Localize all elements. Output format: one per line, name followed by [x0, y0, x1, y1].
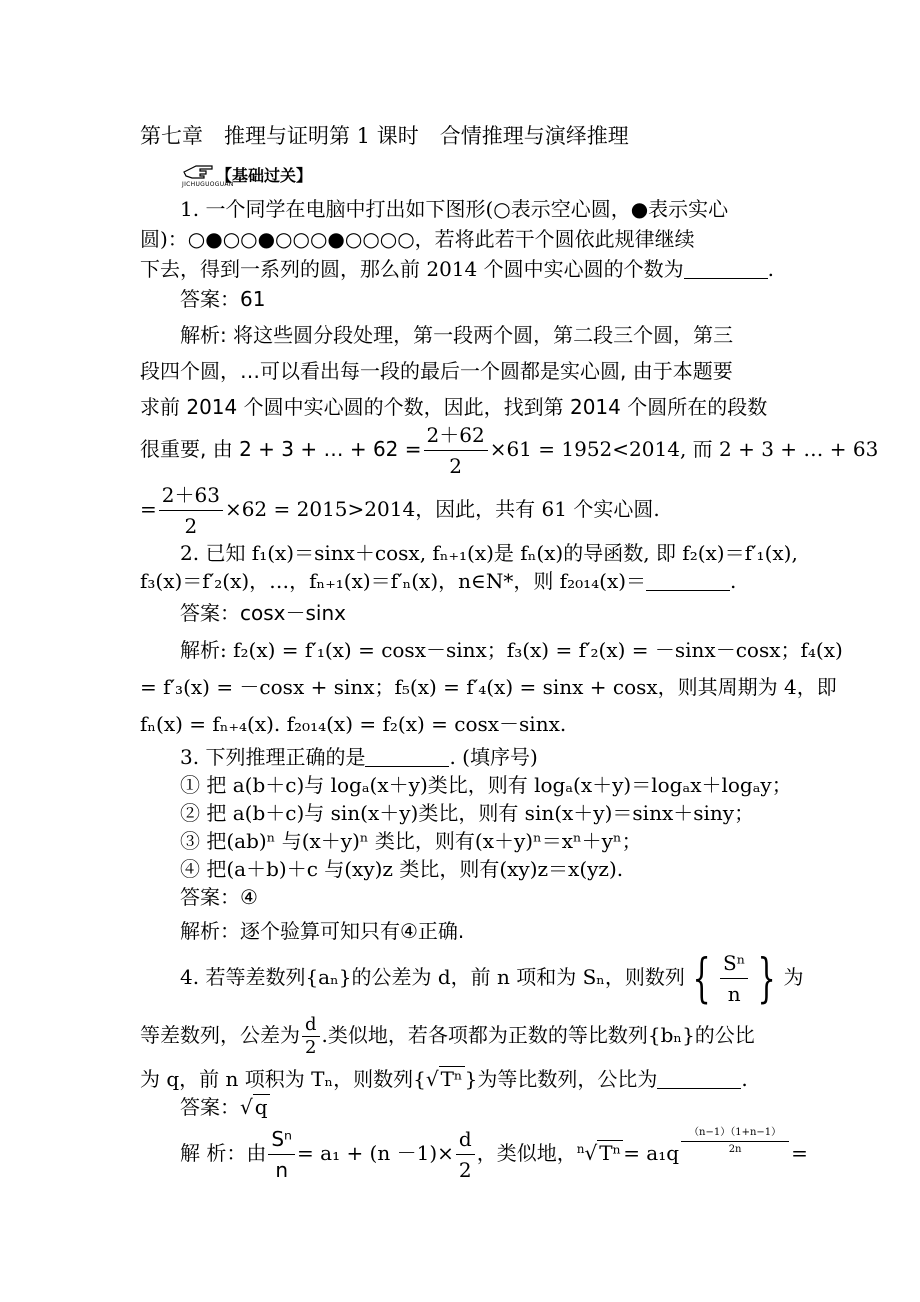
fraction-denominator: 2 — [458, 1158, 472, 1182]
q3-option-4: ④ 把(a＋b)＋c 与(xy)z 类比，则有(xy)z＝x(yz). — [180, 857, 624, 881]
fraction-numerator: 2＋63 — [159, 480, 223, 511]
q1-solution-line5 — [140, 478, 660, 541]
q3-option-2: ② 把 a(b＋c)与 sin(x＋y)类比，则有 sin(x＋y)＝sinx＋siny； — [180, 801, 755, 825]
q4-solution — [180, 1122, 808, 1185]
q2-line2-text: f₃(x)＝f′₂(x)，…，fₙ₊₁(x)＝f′ₙ(x)，n∈N*，则 f₂₀₁₄(x)＝ — [140, 569, 647, 593]
q2-line2-end: . — [730, 569, 737, 593]
fraction-denominator: n — [727, 982, 741, 1006]
q1-solution-line2: 段四个圆，…可以看出每一段的最后一个圆都是实心圆, 由于本题要 — [140, 359, 733, 383]
fraction-denominator: 2 — [305, 1037, 317, 1058]
q4-sol-eq: = a₁q — [623, 1141, 680, 1165]
fraction-denominator: 2 — [449, 454, 462, 478]
q3-solution: 解析：逐个验算可知只有④正确. — [180, 919, 465, 943]
q4-sol-end: = — [791, 1141, 808, 1165]
q1-solution-line4 — [140, 418, 878, 481]
q1-line1: 1. 一个同学在电脑中打出如下图形(○表示空心圆，●表示实心 — [180, 197, 729, 221]
q2-solution-line3: fₙ(x) = fₙ₊₄(x). f₂₀₁₄(x) = f₂(x) = cosx－sinx. — [140, 712, 567, 736]
q4-line1-post: 为 — [783, 965, 804, 989]
fraction — [268, 1124, 295, 1185]
answer-blank — [646, 572, 730, 591]
q4-sol-post: ，类似地， — [476, 1141, 577, 1165]
q4-line1 — [180, 946, 803, 1009]
q1-line2: 圆)：○●○○●○○○●○○○○，若将此若干个圆依此规律继续 — [140, 227, 695, 251]
radicand: Tⁿ — [440, 1067, 463, 1091]
radical-icon: √ — [425, 1067, 439, 1091]
q4-line3-pre: 为 q，前 n 项积为 Tₙ，则数列{ — [140, 1067, 426, 1091]
q3-option-1: ① 把 a(b＋c)与 logₐ(x＋y)类比，则有 logₐ(x＋y)＝logₐx＋logₐy； — [180, 773, 792, 797]
fraction-numerator: Sⁿ — [720, 948, 748, 979]
q4-line3-end: . — [741, 1067, 748, 1091]
q1-sol4-post: ×61 = 1952<2014, 而 2 + 3 + … + 63 — [489, 437, 879, 461]
answer-blank — [684, 260, 768, 279]
q1-line3 — [140, 256, 774, 282]
q3-line1-post: . (填序号) — [449, 745, 538, 769]
fraction — [159, 480, 223, 541]
q1-solution-line3: 求前 2014 个圆中实心圆的个数，因此，找到第 2014 个圆所在的段数 — [140, 395, 768, 419]
q4-sol-pre: 解 析：由 — [180, 1141, 267, 1165]
fraction-numerator: Sⁿ — [268, 1124, 295, 1155]
fraction-numerator: d — [456, 1124, 475, 1155]
section-badge-label: 【基础过关】 — [216, 166, 313, 185]
fraction — [424, 420, 488, 481]
answer-blank — [365, 748, 449, 767]
page-title: 第七章 推理与证明第 1 课时 合情推理与演绎推理 — [140, 124, 629, 148]
q2-solution-line1: 解析: f₂(x) = f′₁(x) = cosx－sinx；f₃(x) = f′₂(x) = －sinx－cosx；f₄(x) — [180, 638, 843, 662]
exponent-fraction — [681, 1125, 789, 1158]
q1-line3-text: 下去，得到一系列的圆，那么前 2014 个圆中实心圆的个数为 — [140, 257, 684, 281]
q4-line3 — [140, 1066, 748, 1092]
q3-line1 — [180, 744, 538, 770]
q1-line3-end: . — [767, 257, 774, 281]
q1-sol5-post: ×62 = 2015>2014，因此，共有 61 个实心圆. — [224, 497, 660, 521]
q4-line3-mid: }为等比数列，公比为 — [464, 1067, 658, 1091]
q1-sol4-pre: 很重要, 由 2 + 3 + … + 62 = — [140, 437, 422, 461]
q4-answer-label: 答案： — [180, 1095, 240, 1119]
q2-answer: 答案：cosx－sinx — [180, 601, 346, 625]
fraction-denominator: 2n — [728, 1144, 742, 1155]
q3-answer: 答案：④ — [180, 885, 258, 909]
fraction-denominator: 2 — [184, 514, 198, 538]
q2-line2 — [140, 568, 736, 594]
q4-line1-pre: 4. 若等差数列{aₙ}的公差为 d，前 n 项和为 Sₙ，则数列 — [180, 965, 685, 989]
fraction — [302, 1014, 320, 1059]
fraction — [456, 1124, 475, 1185]
fraction — [720, 948, 748, 1009]
radicand: Tⁿ — [599, 1141, 622, 1165]
q4-sol-mid: = a₁ + (n －1)× — [297, 1141, 454, 1165]
fraction-denominator: n — [275, 1158, 289, 1182]
section-badge — [182, 160, 322, 188]
radicand: q — [254, 1095, 268, 1119]
right-brace: } — [757, 948, 777, 1009]
fraction-numerator: （n−1）（1+n−1） — [681, 1125, 789, 1142]
q4-line2-pre: 等差数列，公差为 — [140, 1023, 300, 1047]
q2-solution-line2: = f′₃(x) = －cosx + sinx；f₅(x) = f′₄(x) = sinx + cosx，则其周期为 4，即 — [140, 675, 837, 699]
answer-blank — [657, 1070, 741, 1089]
pointing-hand-icon — [182, 162, 216, 180]
q1-solution-line1: 解析: 将这些圆分段处理，第一段两个圆，第二段三个圆，第三 — [180, 323, 734, 347]
q1-answer: 答案：61 — [180, 287, 266, 311]
q4-answer — [180, 1094, 270, 1120]
fraction-numerator: d — [302, 1014, 320, 1037]
fraction-numerator: 2＋62 — [424, 420, 488, 451]
section-badge-pinyin: JICHUGUOGUAN — [182, 181, 234, 188]
left-brace: { — [692, 948, 711, 1009]
radical-icon: √ — [240, 1095, 253, 1119]
root-index: n — [576, 1142, 585, 1156]
radical-icon: √ — [584, 1141, 598, 1165]
q4-line2-post: .类似地，若各项都为正数的等比数列{bₙ}的公比 — [321, 1023, 755, 1047]
q4-line2 — [140, 1010, 755, 1060]
q1-sol5-pre: = — [140, 497, 157, 521]
q3-option-3: ③ 把(ab)ⁿ 与(x＋y)ⁿ 类比，则有(x＋y)ⁿ＝xⁿ＋yⁿ； — [180, 829, 642, 853]
q3-line1-pre: 3. 下列推理正确的是 — [180, 745, 366, 769]
q2-line1: 2. 已知 f₁(x)＝sinx＋cosx, fₙ₊₁(x)是 fₙ(x)的导函数, 即 f₂(x)＝f′₁(x), — [180, 541, 798, 565]
